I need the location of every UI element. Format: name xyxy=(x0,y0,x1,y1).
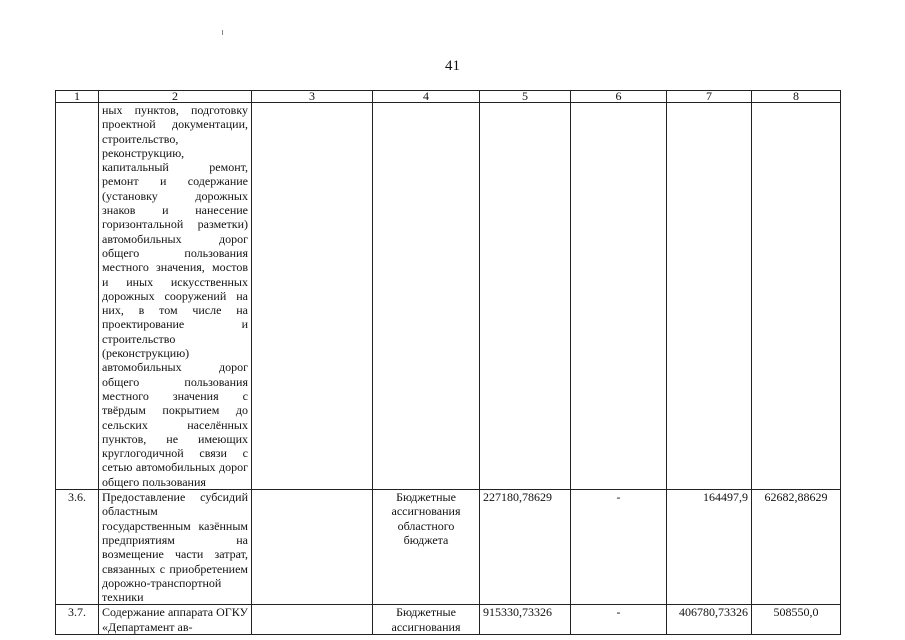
row-funding-source: Бюджетные ассигнования областного бюджета xyxy=(373,490,480,605)
row-col7: 164497,9 xyxy=(667,490,752,605)
row-col7: 406780,73326 xyxy=(667,605,752,635)
row-funding-source xyxy=(373,103,480,490)
col-header-7: 7 xyxy=(667,91,752,103)
col-header-2: 2 xyxy=(99,91,252,103)
row-number xyxy=(56,103,99,490)
row-col8: 508550,0 xyxy=(752,605,841,635)
row-col3 xyxy=(252,490,373,605)
table-row xyxy=(56,605,841,635)
row-number: 3.6. xyxy=(56,490,99,605)
row-total: 915330,73326 xyxy=(480,605,571,635)
row-col7 xyxy=(667,103,752,490)
row-col8: 62682,88629 xyxy=(752,490,841,605)
row-col6: - xyxy=(571,490,667,605)
table-row xyxy=(56,103,841,490)
row-col6: - xyxy=(571,605,667,635)
row-total: 227180,78629 xyxy=(480,490,571,605)
col-header-1: 1 xyxy=(56,91,99,103)
budget-table xyxy=(55,90,841,635)
row-col8 xyxy=(752,103,841,490)
row-col6 xyxy=(571,103,667,490)
row-description: Предоставление субсидий областным государственным казённым предприятиям на возмещение части затрат, связанных с приобретением дорожно-транспортной техники xyxy=(99,490,252,605)
row-total xyxy=(480,103,571,490)
header-row xyxy=(56,91,841,103)
page-number: 41 xyxy=(445,58,460,74)
scan-mark xyxy=(222,30,223,35)
col-header-5: 5 xyxy=(480,91,571,103)
col-header-4: 4 xyxy=(373,91,480,103)
row-description: Содержание аппарата ОГКУ «Департамент ав- xyxy=(99,605,252,635)
col-header-8: 8 xyxy=(752,91,841,103)
row-col3 xyxy=(252,103,373,490)
row-funding-source: Бюджетные ассигнования xyxy=(373,605,480,635)
table-row xyxy=(56,490,841,605)
row-description: ных пунктов, подготовку проектной документации, строительство, реконструкцию, капитальный ремонт, ремонт и содержание (установку дорожных знаков и нанесение горизонтальной разметки) автомобильных дорог общего пользования местного значения, мостов и иных искусственных дорожных сооружений на них, в том числе на проектирование и строительство (реконструкцию) автомобильных дорог общего пользования местного значения с твёрдым покрытием до сельских населённых пунктов, не имеющих круглогодичной связи с сетью автомобильных дорог общего пользования xyxy=(99,103,252,490)
col-header-6: 6 xyxy=(571,91,667,103)
row-col3 xyxy=(252,605,373,635)
row-number: 3.7. xyxy=(56,605,99,635)
col-header-3: 3 xyxy=(252,91,373,103)
